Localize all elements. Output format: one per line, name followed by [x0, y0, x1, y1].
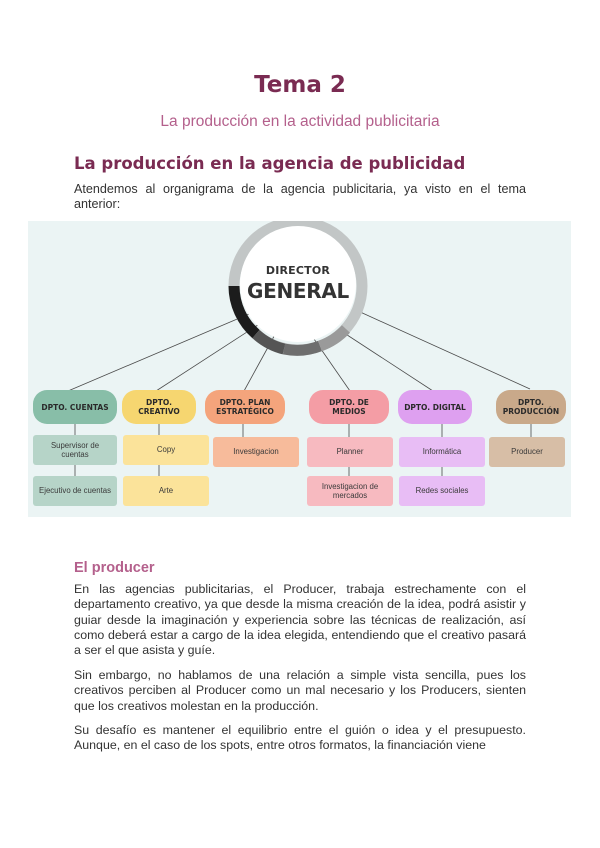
sub-redes-sociales: Redes sociales — [399, 476, 485, 506]
dept-produccion: DPTO. PRODUCCIÓN — [496, 390, 566, 424]
sub-planner: Planner — [307, 437, 393, 467]
director-title-line1: DIRECTOR — [265, 264, 331, 277]
dept-digital: DPTO. DIGITAL — [398, 390, 472, 424]
intro-paragraph: Atendemos al organigrama de la agencia publicitaria, ya visto en el tema anterior: — [74, 182, 526, 211]
page-subtitle: La producción en la actividad publicitaria — [160, 113, 440, 130]
sub-investigacion-mercados: Investigacion de mercados — [307, 476, 393, 506]
dept-cuentas: DPTO. CUENTAS — [33, 390, 117, 424]
section-heading-producer: El producer — [74, 560, 155, 576]
sub-copy: Copy — [123, 435, 209, 465]
sub-informatica: Informática — [399, 437, 485, 467]
sub-ejecutivo-cuentas: Ejecutivo de cuentas — [33, 476, 117, 506]
dept-plan-estrategico: DPTO. PLAN ESTRATÉGICO — [205, 390, 285, 424]
paragraph-3: Su desafío es mantener el equilibrio entre el guión o idea y el presupuesto. Aunque, en el caso de los spots, entre otros formatos, la financiación viene — [74, 723, 526, 753]
page-title: Tema 2 — [254, 72, 346, 98]
sub-supervisor-cuentas: Supervisor de cuentas — [33, 435, 117, 465]
sub-producer: Producer — [489, 437, 565, 467]
dept-medios: DPTO. DE MEDIOS — [309, 390, 389, 424]
section-heading: La producción en la agencia de publicidad — [74, 154, 466, 173]
paragraph-2: Sin embargo, no hablamos de una relación a simple vista sencilla, pues los creativos perciben al Producer como un mal necesario y los Producers, sienten que los creativos molestan en la producción. — [74, 668, 526, 713]
org-chart — [28, 221, 571, 517]
paragraph-1: En las agencias publicitarias, el Producer, trabaja estrechamente con el departamento creativo, ya que desde la misma creación de la idea, podrá asistir y guiar desde la imaginación y experiencia sobre las técnicas de realización, así como deberá estar a cargo de la idea elegida, entendiendo que el creativo pasará a ser el que asista y guíe. — [74, 582, 526, 658]
dept-creativo: DPTO. CREATIVO — [122, 390, 196, 424]
sub-investigacion: Investigacion — [213, 437, 299, 467]
sub-arte: Arte — [123, 476, 209, 506]
director-title-line2: GENERAL — [246, 279, 349, 303]
